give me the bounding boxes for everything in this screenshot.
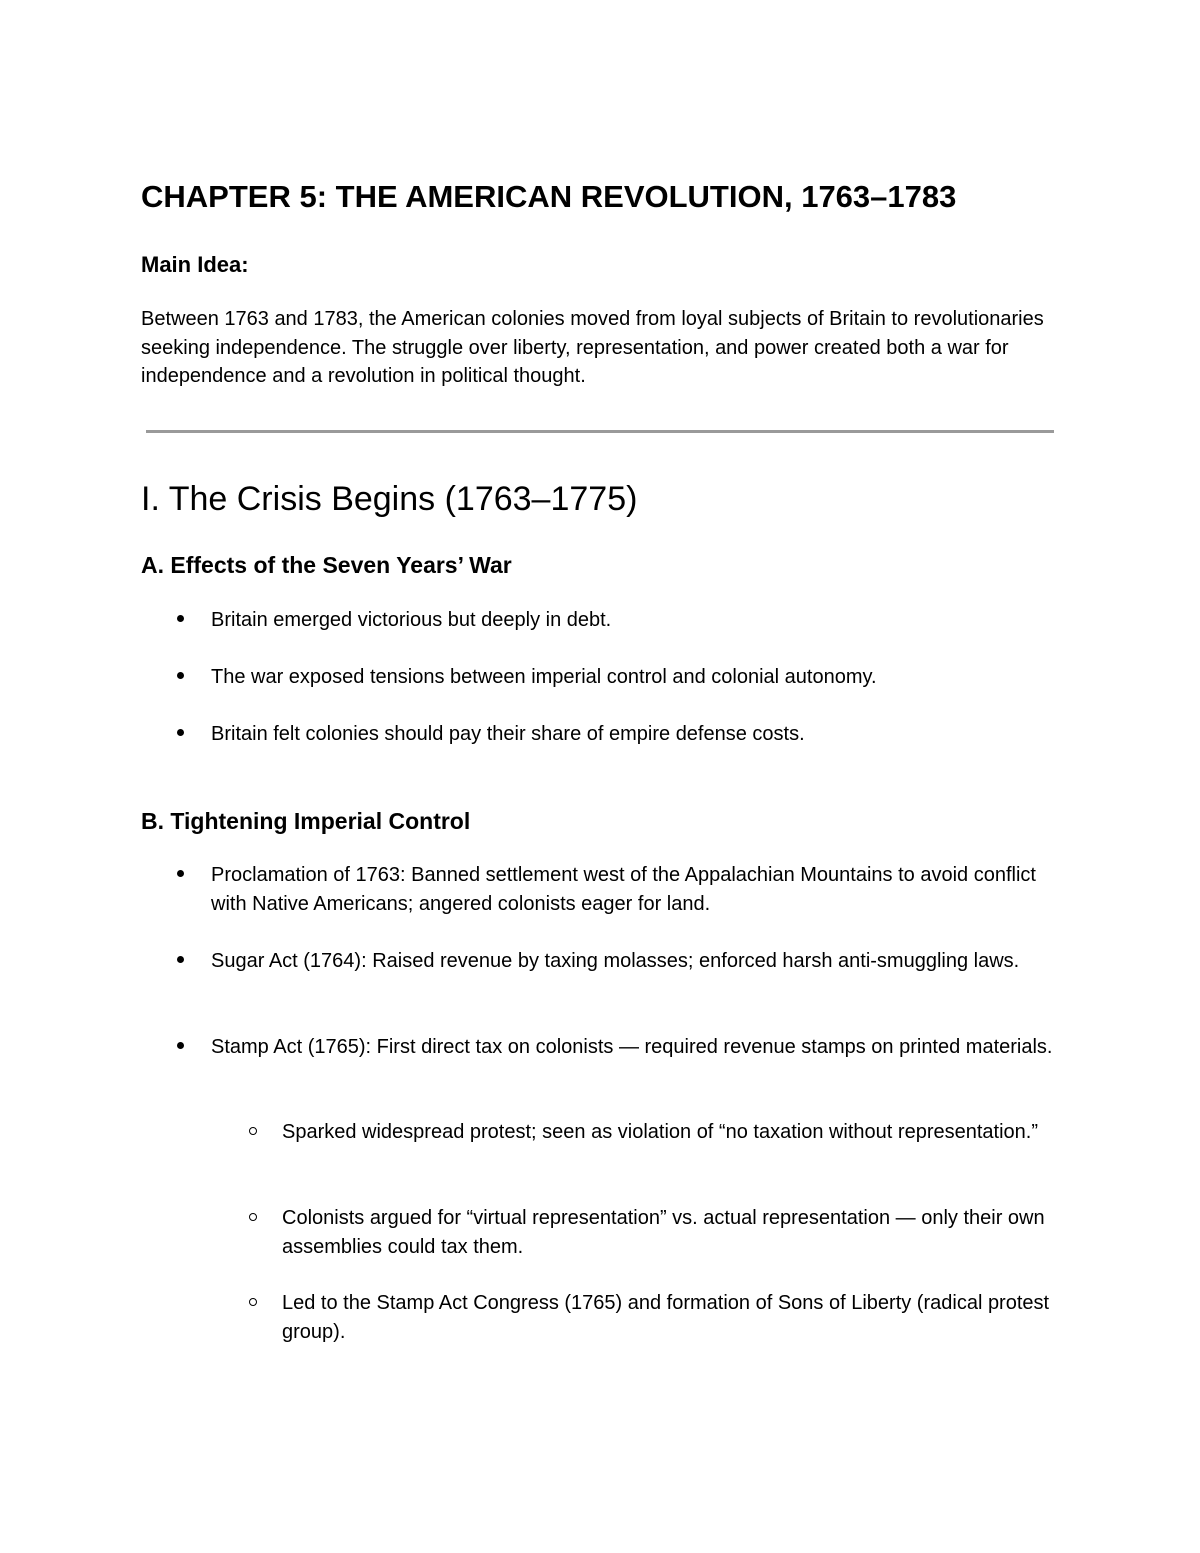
subsection-b-heading: B. Tightening Imperial Control [141, 808, 471, 834]
main-idea-label: Main Idea: [141, 252, 249, 277]
hollow-bullet-icon [249, 1213, 257, 1221]
list-item-text: Proclamation of 1763: Banned settlement west of the Appalachian Mountains to avoid conflict with Native Americans; angered colonists eager for land. [211, 864, 1036, 915]
list-item-text: Britain felt colonies should pay their share of empire defense costs. [211, 723, 805, 745]
list-item-text: Britain emerged victorious but deeply in debt. [211, 609, 612, 631]
hollow-bullet-icon [249, 1298, 257, 1306]
section-heading: I. The Crisis Begins (1763–1775) [141, 480, 638, 518]
subsection-a-heading: A. Effects of the Seven Years’ War [141, 552, 512, 578]
sub-list-item-text: Colonists argued for “virtual representation” vs. actual representation — only their own assemblies could tax them. [282, 1207, 1045, 1258]
bullet-icon [177, 870, 184, 877]
bullet-icon [177, 956, 184, 963]
bullet-icon [177, 729, 184, 736]
chapter-title: CHAPTER 5: THE AMERICAN REVOLUTION, 1763–1783 [141, 179, 957, 214]
hollow-bullet-icon [249, 1127, 257, 1135]
sub-list-item-text: Sparked widespread protest; seen as violation of “no taxation without representation.” [282, 1121, 1038, 1143]
list-item-text: Stamp Act (1765): First direct tax on colonists — required revenue stamps on printed materials. [211, 1036, 1053, 1058]
horizontal-divider [146, 430, 1054, 433]
main-idea-text: Between 1763 and 1783, the American colonies moved from loyal subjects of Britain to revolutionaries seeking independence. The struggle over liberty, representation, and power created both a war for independence and a revolution in political thought. [141, 308, 1044, 388]
sub-list-item-text: Led to the Stamp Act Congress (1765) and formation of Sons of Liberty (radical protest group). [282, 1292, 1050, 1343]
bullet-icon [177, 672, 184, 679]
bullet-icon [177, 615, 184, 622]
list-item-text: Sugar Act (1764): Raised revenue by taxing molasses; enforced harsh anti-smuggling laws. [211, 950, 1020, 972]
bullet-icon [177, 1042, 184, 1049]
list-item-text: The war exposed tensions between imperial control and colonial autonomy. [211, 666, 877, 688]
